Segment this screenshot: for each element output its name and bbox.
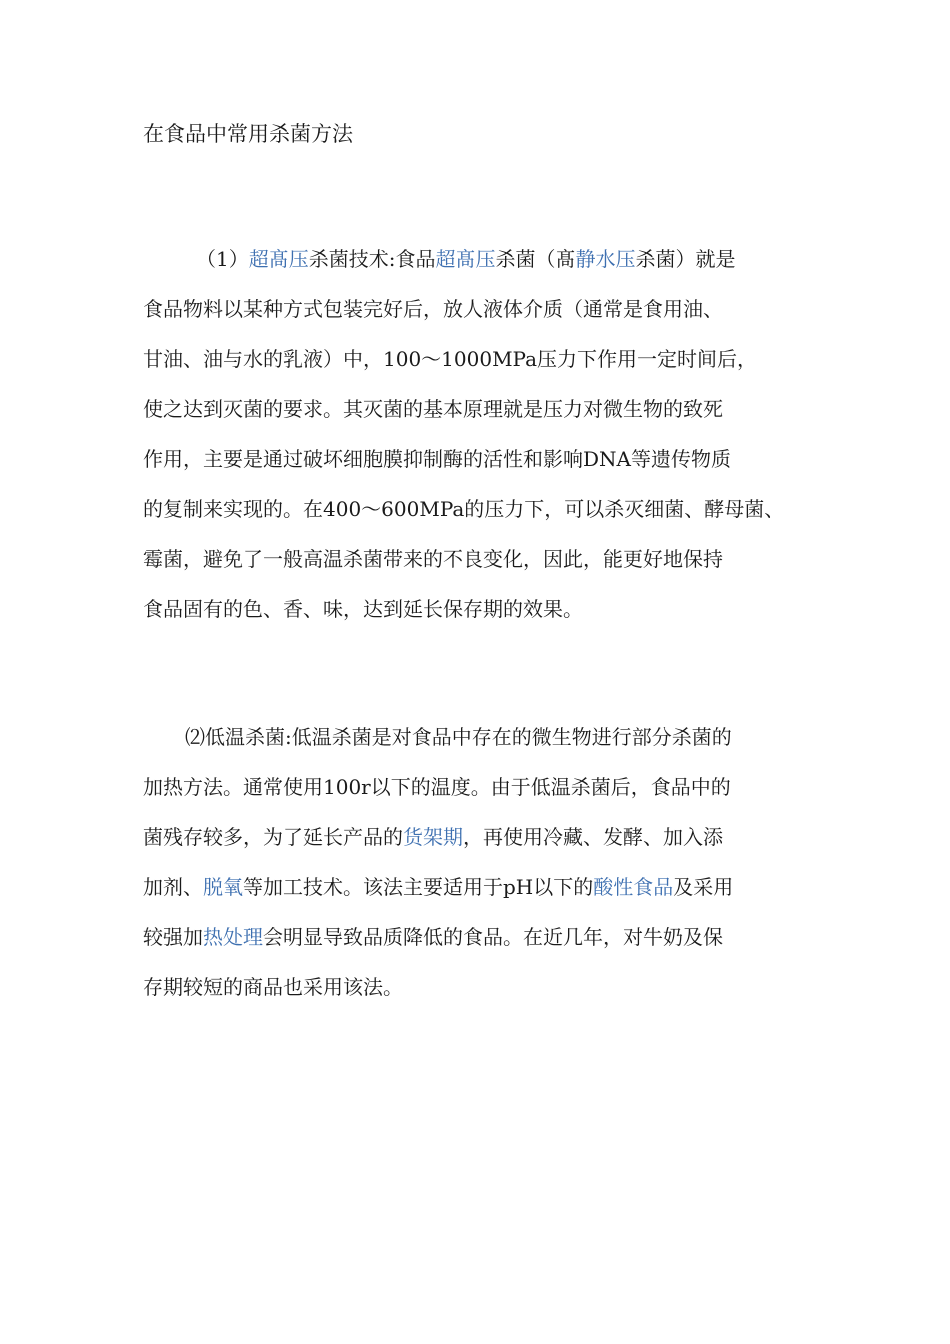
term-link[interactable]: 脱氧 [203, 875, 243, 899]
paragraph-line [143, 594, 833, 644]
paragraph-line [143, 972, 833, 1022]
text-segment: 加剂、 [143, 875, 203, 899]
text-segment: 等加工技术。该法主要适用于pH以下的 [243, 875, 594, 899]
paragraph-line [143, 394, 833, 444]
term-link[interactable]: 酸性食品 [593, 875, 674, 899]
paragraph-line [143, 444, 833, 494]
text-segment: （1） [196, 247, 249, 271]
paragraph-low-temperature [143, 722, 833, 1022]
term-link[interactable]: 超髙压 [435, 247, 496, 271]
term-link[interactable]: 货架期 [403, 825, 463, 849]
paragraph-line [143, 494, 833, 544]
text-segment: ⑵低温杀菌:低温杀菌是对食品中存在的微生物进行部分杀菌的 [185, 725, 732, 749]
text-segment: 杀菌）就是 [635, 247, 736, 271]
text-segment: 菌残存较多，为了延长产品的 [143, 825, 403, 849]
text-segment: 杀菌技术:食品 [308, 247, 436, 271]
text-segment: 会明显导致品质降低的食品。在近几年，对牛奶及保 [263, 925, 723, 949]
term-link[interactable]: 静水压 [575, 247, 636, 271]
text-segment: 食品固有的色、香、味，达到延长保存期的效果。 [143, 597, 583, 621]
paragraph-line [143, 722, 833, 772]
term-link[interactable]: 热处理 [203, 925, 263, 949]
paragraph-line [143, 772, 833, 822]
paragraph-line [143, 872, 833, 922]
text-segment: 食品物料以某种方式包装完好后，放人液体介质（通常是食用油、 [143, 297, 723, 321]
term-link[interactable]: 超髙压 [248, 247, 309, 271]
paragraph-line [143, 922, 833, 972]
text-segment: 及采用 [673, 875, 734, 899]
text-segment: 甘油、油与水的乳液）中，100〜1000MPa压力下作用一定时间后， [143, 347, 758, 371]
text-segment: 使之达到灭菌的要求。其灭菌的基本原理就是压力对微生物的致死 [143, 397, 723, 421]
text-segment: 作用，主要是通过破坏细胞膜抑制酶的活性和影响DNA等遗传物质 [143, 447, 731, 471]
text-segment: 较强加 [143, 925, 203, 949]
paragraph-ultra-high-pressure [143, 244, 833, 644]
text-segment: 霉菌，避免了一般高温杀菌带来的不良变化，因此，能更好地保持 [143, 547, 723, 571]
document-title: 在食品中常用杀菌方法 [143, 122, 353, 146]
text-segment: ，再使用冷藏、发酵、加入添 [463, 825, 723, 849]
text-segment: 加热方法。通常使用100r以下的温度。由于低温杀菌后，食品中的 [143, 775, 731, 799]
paragraph-line [143, 294, 833, 344]
paragraph-line [143, 344, 833, 394]
text-segment: 杀菌（髙 [495, 247, 576, 271]
paragraph-line [143, 244, 833, 294]
text-segment: 存期较短的商品也采用该法。 [143, 975, 403, 999]
paragraph-line [143, 544, 833, 594]
text-segment: 的复制来实现的。在400〜600MPa的压力下，可以杀灭细菌、酵母菌、 [143, 497, 785, 521]
paragraph-line [143, 822, 833, 872]
